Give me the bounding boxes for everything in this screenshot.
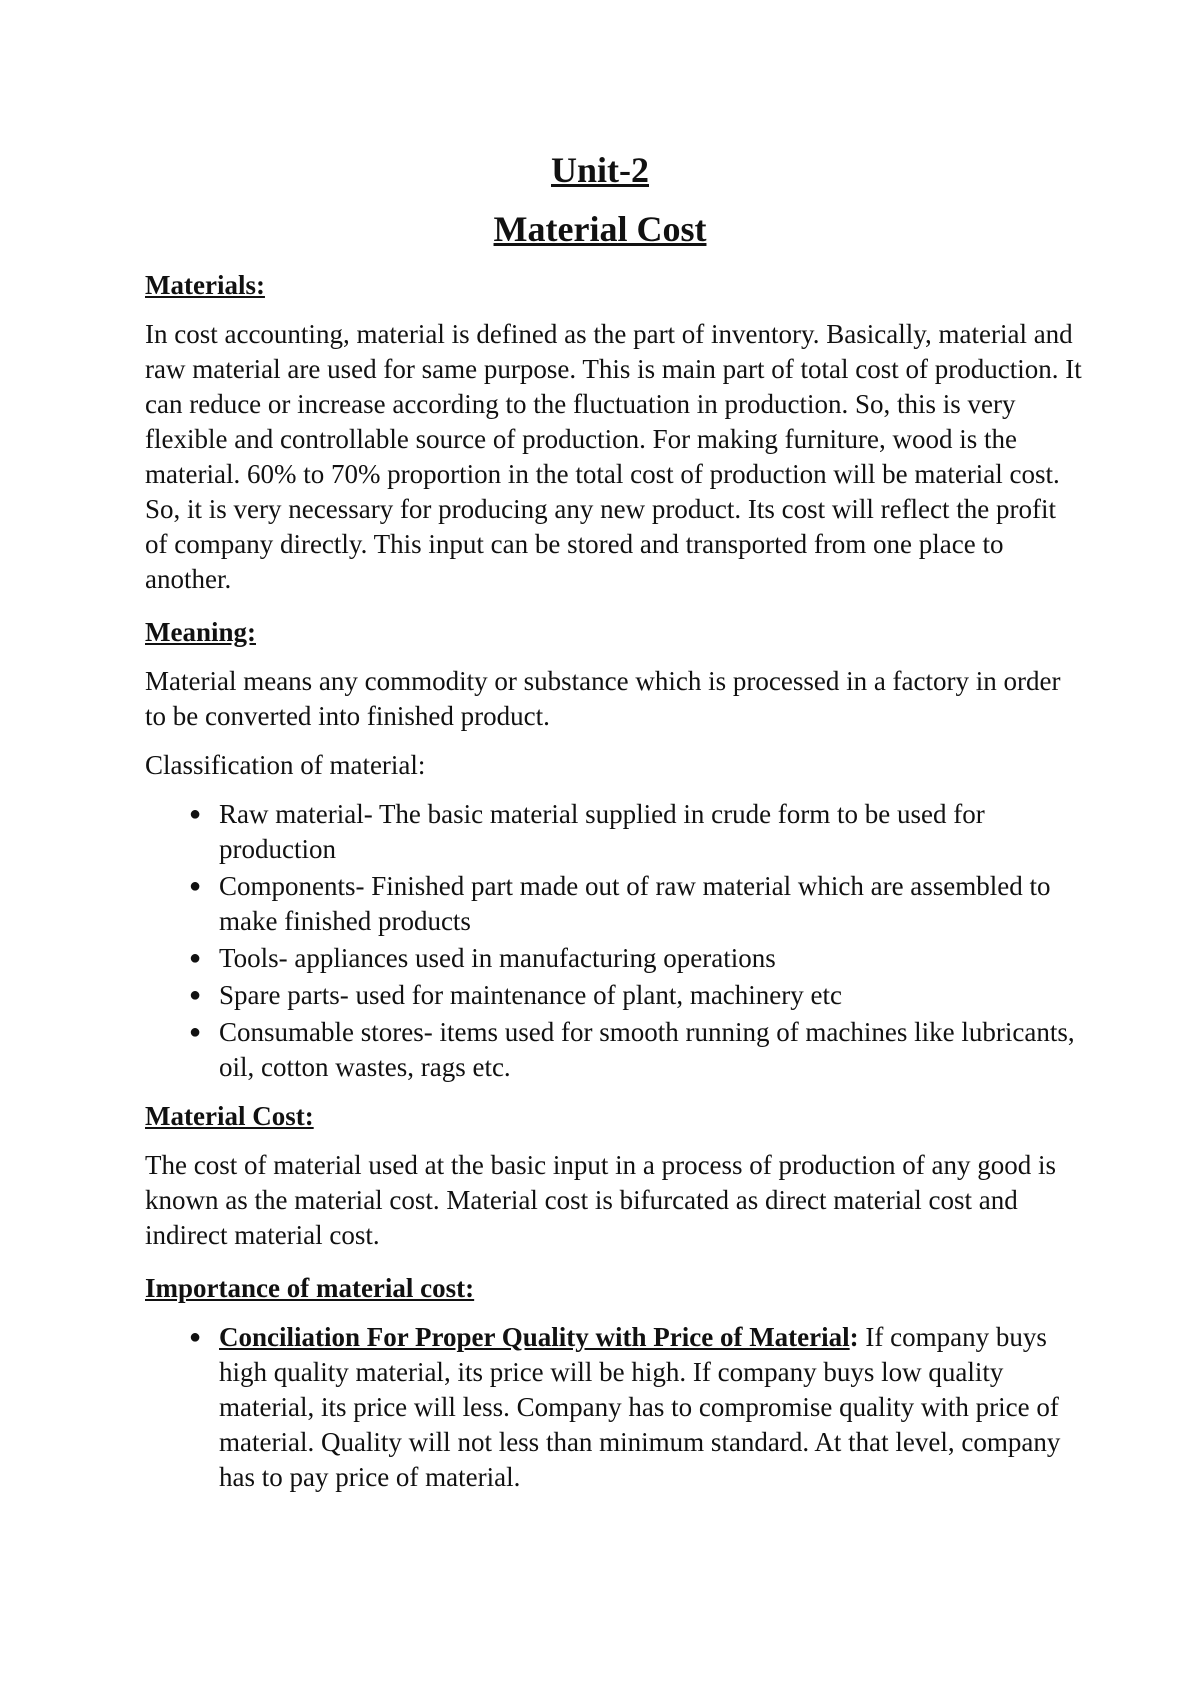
list-item-text: Tools- appliances used in manufacturing operations [219, 943, 776, 973]
material-cost-paragraph: The cost of material used at the basic input in a process of production of any good is known as the material cost. Material cost is bifurcated as direct material cost and indirect material cost. [145, 1150, 1057, 1250]
materials-paragraph: In cost accounting, material is defined as the part of inventory. Basically, material and raw material are used for same purpose. This is main part of total cost of production. It can reduce or increase according to the fluctuation in production. So, this is very flexible and controllable source of production. For making furniture, wood is the material. 60% to 70% proportion in the total cost of production will be material cost. So, it is very necessary for producing any new product. Its cost will reflect the profit of company directly. This input can be stored and transported from one place to another. [145, 319, 1082, 594]
importance-term-colon: : [849, 1322, 859, 1352]
section-heading-material-cost: Material Cost: [145, 1101, 314, 1131]
bullet-icon: ● [189, 984, 202, 1006]
page-title: Material Cost [493, 209, 707, 249]
importance-list [145, 1320, 1085, 1495]
list-item [145, 941, 1085, 976]
section-heading-meaning: Meaning: [145, 617, 256, 647]
meaning-paragraph: Material means any commodity or substance which is processed in a factory in order to be converted into finished product. [145, 666, 1061, 731]
bullet-icon: ● [189, 875, 202, 897]
list-item-text: Spare parts- used for maintenance of plant, machinery etc [219, 980, 842, 1010]
importance-term: Conciliation For Proper Quality with Price of Material [219, 1322, 850, 1352]
importance-text: If company buys high quality material, its price will be high. If company buys low quality material, its price will less. Company has to compromise quality with price of material. Quality will not less than minimum standard. At that level, company has to pay price of material. [219, 1322, 1061, 1492]
list-item-text: Components- Finished part made out of raw material which are assembled to make finished products [219, 871, 1051, 936]
bullet-icon: ● [189, 1021, 202, 1043]
list-item [145, 1015, 1085, 1085]
list-item-text: Raw material- The basic material supplied in crude form to be used for production [219, 799, 985, 864]
list-item [145, 978, 1085, 1013]
list-item [145, 797, 1085, 867]
unit-title: Unit-2 [551, 150, 649, 190]
list-item-text: Consumable stores- items used for smooth running of machines like lubricants, oil, cotton wastes, rags etc. [219, 1017, 1075, 1082]
bullet-icon: ● [189, 947, 202, 969]
list-item [145, 869, 1085, 939]
list-item [145, 1320, 1085, 1495]
section-heading-materials: Materials: [145, 270, 265, 300]
bullet-icon: ● [189, 1326, 202, 1348]
section-heading-importance: Importance of material cost: [145, 1273, 475, 1303]
bullet-icon: ● [189, 803, 202, 825]
classification-label: Classification of material: [145, 750, 426, 780]
classification-list [145, 797, 1085, 1085]
document-body [145, 268, 1085, 1509]
